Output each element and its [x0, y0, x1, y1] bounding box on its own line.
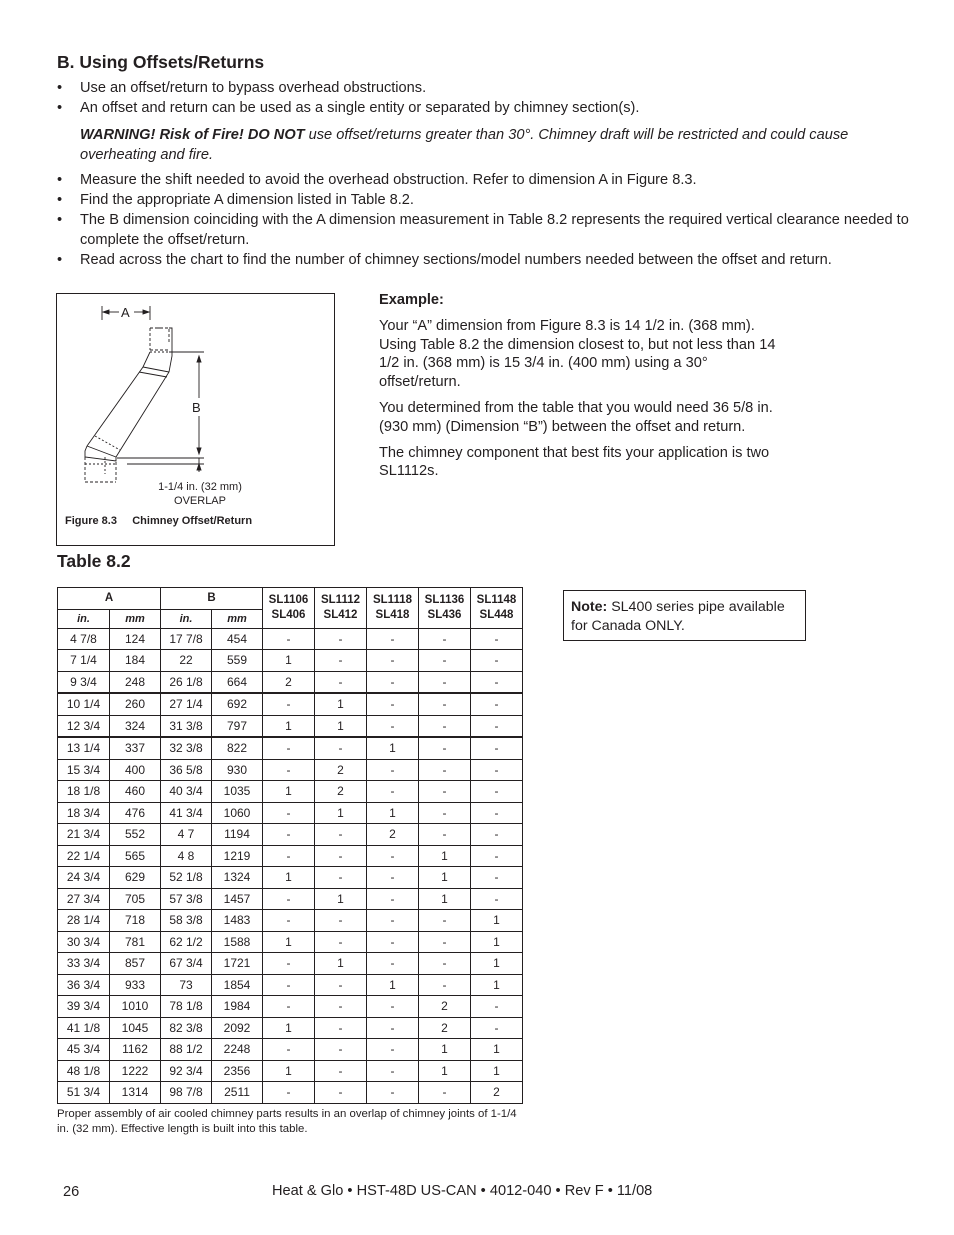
table-cell: 18 1/8 [58, 781, 110, 803]
table-cell: - [471, 628, 523, 650]
table-cell: - [419, 910, 471, 932]
table-cell: 88 1/2 [161, 1039, 212, 1061]
table-cell: 1222 [110, 1060, 161, 1082]
table-cell: - [263, 1082, 315, 1104]
table-row [58, 628, 523, 650]
table-cell: 27 1/4 [161, 693, 212, 715]
table-cell: 1010 [110, 996, 161, 1018]
table-cell: - [263, 759, 315, 781]
table-cell: 933 [110, 974, 161, 996]
table-cell: - [367, 759, 419, 781]
table-cell: 559 [212, 650, 263, 672]
table-row [58, 1017, 523, 1039]
table-cell: 1 [263, 931, 315, 953]
table-cell: - [419, 824, 471, 846]
table-cell: - [471, 781, 523, 803]
table-cell: - [471, 671, 523, 693]
table-cell: - [367, 715, 419, 737]
table-cell: 664 [212, 671, 263, 693]
table-cell: 36 3/4 [58, 974, 110, 996]
header-model: SL1106 SL406 [263, 588, 315, 629]
table-cell: - [315, 867, 367, 889]
table-cell: 2248 [212, 1039, 263, 1061]
table-cell: 51 3/4 [58, 1082, 110, 1104]
table-cell: 692 [212, 693, 263, 715]
list-item: • Read across the chart to find the number of chimney sections/model numbers needed between the offset and return. [57, 251, 832, 268]
table-cell: 1194 [212, 824, 263, 846]
table-cell: 9 3/4 [58, 671, 110, 693]
table-cell: 82 3/8 [161, 1017, 212, 1039]
dimension-a-label: A [121, 305, 130, 320]
table-cell: 2 [315, 781, 367, 803]
table-cell: - [471, 824, 523, 846]
table-row [58, 845, 523, 867]
table-cell: 1 [315, 693, 367, 715]
table-cell: 45 3/4 [58, 1039, 110, 1061]
table-cell: - [419, 759, 471, 781]
table-cell: 1 [263, 867, 315, 889]
table-cell: - [263, 996, 315, 1018]
table-cell: - [263, 910, 315, 932]
table-cell: 4 7/8 [58, 628, 110, 650]
table-cell: 260 [110, 693, 161, 715]
table-cell: 857 [110, 953, 161, 975]
table-cell: 1045 [110, 1017, 161, 1039]
chimney-offset-diagram [57, 294, 334, 545]
offset-return-table [57, 587, 523, 1104]
note-box: Note: SL400 series pipe available for Canada ONLY. [563, 590, 806, 641]
table-cell: - [471, 650, 523, 672]
table-cell: 1035 [212, 781, 263, 803]
table-cell: - [471, 715, 523, 737]
example-heading: Example: [379, 292, 444, 308]
table-cell: 41 3/4 [161, 802, 212, 824]
table-row [58, 974, 523, 996]
table-cell: 1 [471, 953, 523, 975]
table-row [58, 781, 523, 803]
table-cell: 1 [419, 1060, 471, 1082]
table-cell: 1457 [212, 888, 263, 910]
table-cell: 1588 [212, 931, 263, 953]
table-cell: 36 5/8 [161, 759, 212, 781]
table-cell: 39 3/4 [58, 996, 110, 1018]
overlap-label-2: OVERLAP [174, 495, 226, 507]
table-cell: - [315, 845, 367, 867]
header-a: A [58, 588, 161, 610]
table-cell: - [471, 845, 523, 867]
table-cell: - [263, 693, 315, 715]
table-cell: - [315, 628, 367, 650]
table-row [58, 737, 523, 759]
table-cell: - [367, 1017, 419, 1039]
table-cell: 460 [110, 781, 161, 803]
table-row [58, 693, 523, 715]
table-cell: - [471, 737, 523, 759]
table-cell: 565 [110, 845, 161, 867]
table-cell: 41 1/8 [58, 1017, 110, 1039]
table-cell: 2 [471, 1082, 523, 1104]
table-cell: 2 [419, 1017, 471, 1039]
subheader-a-in: in. [58, 609, 110, 628]
table-cell: - [367, 1082, 419, 1104]
footer-doc-info: Heat & Glo • HST-48D US-CAN • 4012-040 • Rev F • 11/08 [272, 1183, 653, 1199]
table-row [58, 953, 523, 975]
table-cell: 705 [110, 888, 161, 910]
table-cell: 2 [263, 671, 315, 693]
figure-caption: Figure 8.3 Chimney Offset/Return [65, 515, 253, 527]
table-cell: 124 [110, 628, 161, 650]
table-row [58, 996, 523, 1018]
table-cell: - [263, 974, 315, 996]
table-cell: 1 [367, 802, 419, 824]
table-cell: - [315, 1039, 367, 1061]
table-cell: - [419, 715, 471, 737]
table-cell: - [315, 1060, 367, 1082]
list-item: • Use an offset/return to bypass overhead obstructions. [57, 80, 427, 96]
table-cell: 48 1/8 [58, 1060, 110, 1082]
table-cell: - [367, 650, 419, 672]
fire-warning: WARNING! Risk of Fire! DO NOT use offset/returns greater than 30°. Chimney draft will be restricted and could cause overheating and fire. [80, 127, 849, 163]
table-cell: 1 [263, 1060, 315, 1082]
table-cell: - [367, 671, 419, 693]
table-cell: 1 [471, 1060, 523, 1082]
table-cell: 1854 [212, 974, 263, 996]
table-row [58, 824, 523, 846]
table-footnote: Proper assembly of air cooled chimney parts results in an overlap of chimney joints of 1-1/4 in. (32 mm). Effective length is built into this table. [57, 1108, 517, 1135]
table-cell: 2 [419, 996, 471, 1018]
table-cell: - [471, 996, 523, 1018]
table-cell: 552 [110, 824, 161, 846]
header-model: SL1112 SL412 [315, 588, 367, 629]
table-cell: 248 [110, 671, 161, 693]
table-row [58, 671, 523, 693]
table-cell: - [419, 974, 471, 996]
table-cell: 73 [161, 974, 212, 996]
table-cell: - [263, 737, 315, 759]
table-cell: 454 [212, 628, 263, 650]
table-row [58, 1039, 523, 1061]
table-cell: - [263, 888, 315, 910]
table-cell: 1 [419, 1039, 471, 1061]
table-cell: 1 [315, 953, 367, 975]
figure-chimney-offset [56, 293, 335, 546]
table-cell: - [471, 1017, 523, 1039]
table-cell: 1 [263, 1017, 315, 1039]
section-title: B. Using Offsets/Returns [57, 52, 265, 72]
table-cell: 822 [212, 737, 263, 759]
table-cell: 31 3/8 [161, 715, 212, 737]
table-cell: 24 3/4 [58, 867, 110, 889]
table-row [58, 715, 523, 737]
header-model: SL1136 SL436 [419, 588, 471, 629]
table-cell: - [315, 1082, 367, 1104]
table-cell: - [367, 1039, 419, 1061]
table-cell: 1 [315, 802, 367, 824]
table-cell: - [263, 802, 315, 824]
table-row [58, 888, 523, 910]
table-cell: - [367, 693, 419, 715]
table-cell: - [367, 628, 419, 650]
table-cell: 930 [212, 759, 263, 781]
subheader-b-in: in. [161, 609, 212, 628]
table-cell: - [471, 759, 523, 781]
table-cell: 2356 [212, 1060, 263, 1082]
example-paragraph: Your “A” dimension from Figure 8.3 is 14 1/2 in. (368 mm). Using Table 8.2 the dimension closest to, but not less than 14 1/2 in. (368 mm) is 15 3/4 in. (400 mm) using a 30° offset/return. [379, 317, 776, 391]
table-cell: 324 [110, 715, 161, 737]
table-cell: 17 7/8 [161, 628, 212, 650]
subheader-b-mm: mm [212, 609, 263, 628]
header-b: B [161, 588, 263, 610]
table-cell: 92 3/4 [161, 1060, 212, 1082]
table-cell: - [471, 802, 523, 824]
table-cell: 62 1/2 [161, 931, 212, 953]
table-body [58, 628, 523, 1103]
table-cell: 57 3/8 [161, 888, 212, 910]
table-cell: 7 1/4 [58, 650, 110, 672]
table-cell: - [263, 824, 315, 846]
table-row [58, 910, 523, 932]
table-cell: - [367, 888, 419, 910]
table-cell: - [263, 845, 315, 867]
table-cell: 718 [110, 910, 161, 932]
table-cell: 1060 [212, 802, 263, 824]
table-cell: 1 [419, 867, 471, 889]
table-row [58, 759, 523, 781]
table-row [58, 802, 523, 824]
list-item: • Measure the shift needed to avoid the overhead obstruction. Refer to dimension A in Figure 8.3. [57, 172, 697, 188]
table-cell: - [419, 737, 471, 759]
table-cell: 1 [471, 931, 523, 953]
table-cell: - [263, 953, 315, 975]
overlap-label: 1-1/4 in. (32 mm) [158, 481, 242, 493]
table-cell: 67 3/4 [161, 953, 212, 975]
table-cell: - [419, 781, 471, 803]
table-cell: - [367, 845, 419, 867]
table-cell: 22 [161, 650, 212, 672]
table-cell: 1 [367, 974, 419, 996]
header-model: SL1118 SL418 [367, 588, 419, 629]
bullet-list-top [57, 79, 917, 118]
table-cell: 1219 [212, 845, 263, 867]
table-cell: 22 1/4 [58, 845, 110, 867]
table-cell: - [419, 671, 471, 693]
table-cell: 1 [471, 974, 523, 996]
table-cell: - [315, 910, 367, 932]
list-item: • The B dimension coinciding with the A dimension measurement in Table 8.2 represents the required vertical clearance needed to complete the offset/return. [57, 212, 909, 248]
table-cell: - [315, 671, 367, 693]
table-cell: 797 [212, 715, 263, 737]
dimension-b-label: B [192, 400, 201, 415]
table-cell: - [471, 693, 523, 715]
table-cell: - [471, 867, 523, 889]
table-cell: 4 8 [161, 845, 212, 867]
table-cell: - [419, 1082, 471, 1104]
table-cell: - [367, 867, 419, 889]
list-item: • Find the appropriate A dimension listed in Table 8.2. [57, 192, 414, 208]
table-cell: 10 1/4 [58, 693, 110, 715]
table-row [58, 650, 523, 672]
table-cell: - [419, 650, 471, 672]
table-cell: - [315, 1017, 367, 1039]
header-model: SL1148 SL448 [471, 588, 523, 629]
table-cell: - [263, 1039, 315, 1061]
table-cell: 33 3/4 [58, 953, 110, 975]
table-cell: - [419, 802, 471, 824]
table-cell: 78 1/8 [161, 996, 212, 1018]
table-row [58, 931, 523, 953]
table-cell: 337 [110, 737, 161, 759]
bullet-list-bottom [57, 171, 917, 271]
table-cell: 30 3/4 [58, 931, 110, 953]
table-cell: - [315, 650, 367, 672]
table-cell: 1 [471, 910, 523, 932]
table-cell: 184 [110, 650, 161, 672]
table-cell: 1324 [212, 867, 263, 889]
table-cell: 476 [110, 802, 161, 824]
table-cell: 629 [110, 867, 161, 889]
table-cell: 40 3/4 [161, 781, 212, 803]
table-cell: 2511 [212, 1082, 263, 1104]
table-cell: - [419, 628, 471, 650]
page-number: 26 [63, 1184, 80, 1200]
table-cell: 2092 [212, 1017, 263, 1039]
table-cell: - [367, 781, 419, 803]
example-block [379, 291, 789, 488]
table-row [58, 1082, 523, 1104]
table-cell: - [471, 888, 523, 910]
list-item: • An offset and return can be used as a single entity or separated by chimney section(s). [57, 99, 640, 116]
table-cell: - [367, 910, 419, 932]
table-cell: - [367, 931, 419, 953]
table-cell: 1 [419, 888, 471, 910]
table-cell: 28 1/4 [58, 910, 110, 932]
table-cell: 1721 [212, 953, 263, 975]
example-paragraph: You determined from the table that you would need 36 5/8 in. (930 mm) (Dimension “B”) between the offset and return. [379, 399, 773, 435]
table-cell: 1 [263, 715, 315, 737]
table-row [58, 1060, 523, 1082]
table-cell: 400 [110, 759, 161, 781]
table-cell: - [419, 953, 471, 975]
table-cell: 1314 [110, 1082, 161, 1104]
table-cell: 1162 [110, 1039, 161, 1061]
table-cell: - [367, 1060, 419, 1082]
table-cell: 13 1/4 [58, 737, 110, 759]
table-cell: - [367, 996, 419, 1018]
table-cell: 4 7 [161, 824, 212, 846]
table-cell: - [315, 737, 367, 759]
table-cell: 98 7/8 [161, 1082, 212, 1104]
table-cell: - [315, 931, 367, 953]
example-paragraph: The chimney component that best fits your application is two SL1112s. [379, 444, 770, 480]
table-cell: - [315, 974, 367, 996]
table-cell: 26 1/8 [161, 671, 212, 693]
table-cell: 2 [367, 824, 419, 846]
table-cell: 1 [471, 1039, 523, 1061]
table-cell: 1 [419, 845, 471, 867]
table-cell: 58 3/8 [161, 910, 212, 932]
table-cell: 1 [315, 715, 367, 737]
table-cell: 1 [263, 781, 315, 803]
table-cell: 1984 [212, 996, 263, 1018]
table-cell: 18 3/4 [58, 802, 110, 824]
table-cell: 52 1/8 [161, 867, 212, 889]
subheader-a-mm: mm [110, 609, 161, 628]
table-cell: 12 3/4 [58, 715, 110, 737]
table-cell: - [367, 953, 419, 975]
table-row [58, 867, 523, 889]
table-cell: - [315, 824, 367, 846]
table-cell: - [419, 931, 471, 953]
table-cell: 2 [315, 759, 367, 781]
table-cell: 1 [315, 888, 367, 910]
table-cell: - [263, 628, 315, 650]
table-cell: 1483 [212, 910, 263, 932]
table-cell: 1 [367, 737, 419, 759]
table-cell: 15 3/4 [58, 759, 110, 781]
table-cell: 32 3/8 [161, 737, 212, 759]
table-cell: 27 3/4 [58, 888, 110, 910]
table-cell: 21 3/4 [58, 824, 110, 846]
table-cell: - [315, 996, 367, 1018]
table-cell: 1 [263, 650, 315, 672]
table-title: Table 8.2 [57, 551, 131, 571]
table-cell: - [419, 693, 471, 715]
table-cell: 781 [110, 931, 161, 953]
